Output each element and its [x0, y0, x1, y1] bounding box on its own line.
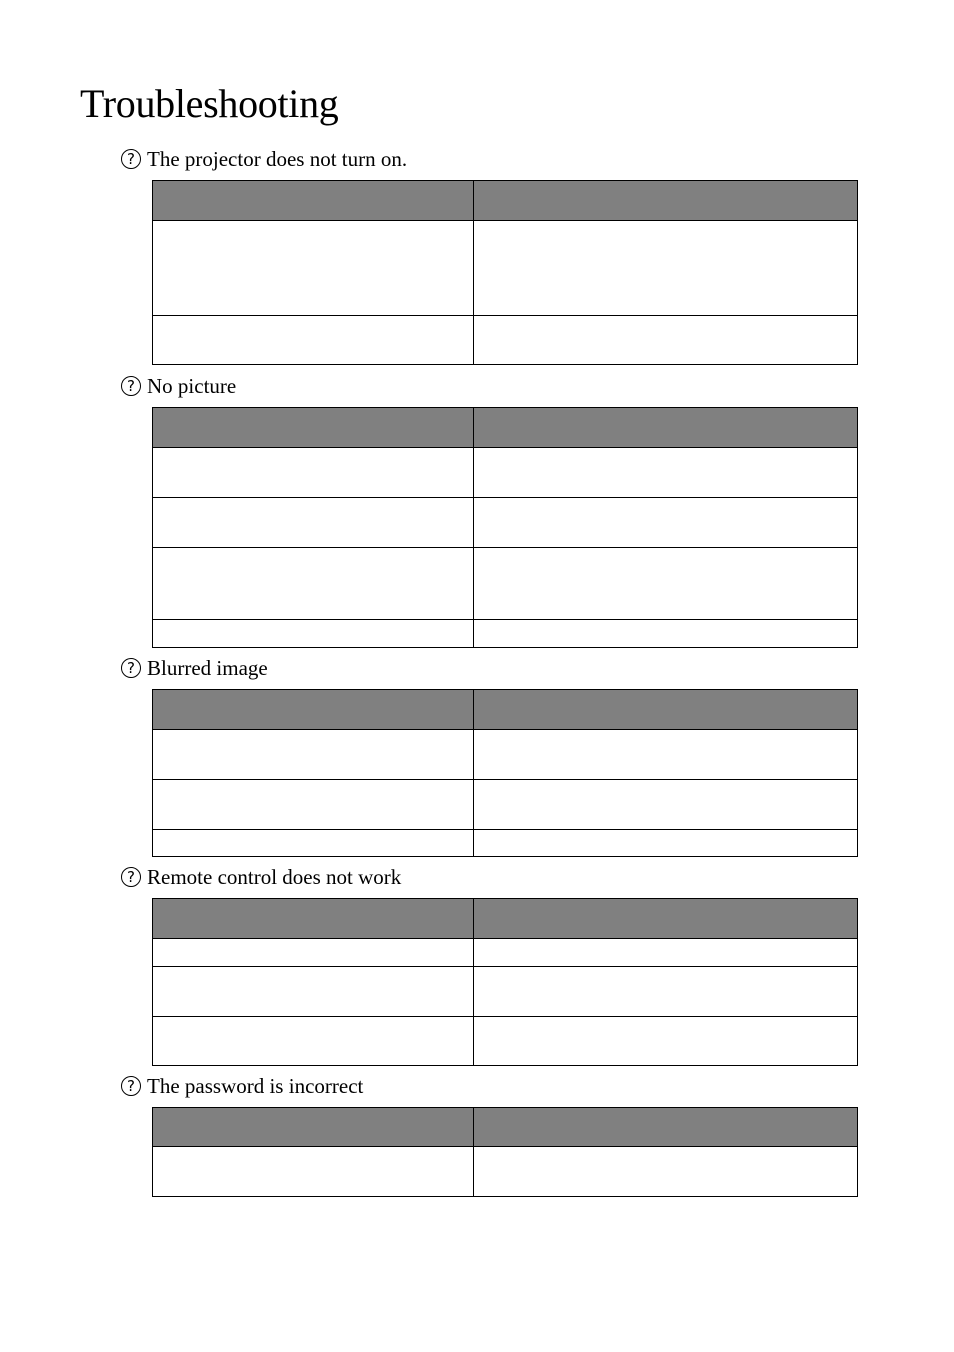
table-row: [153, 729, 857, 779]
table-row: [153, 938, 857, 966]
table-row: [153, 447, 857, 497]
cause-cell: [153, 548, 474, 619]
cause-cell: [153, 316, 474, 364]
section-heading-password: [121, 1073, 363, 1099]
troubleshooting-table-remote-control: [152, 898, 858, 1066]
cause-cell: [153, 1017, 474, 1065]
table-row: [153, 547, 857, 619]
header-cell-cause: [153, 690, 474, 729]
troubleshooting-table-no-power: [152, 180, 858, 365]
section-heading-text: Remote control does not work: [147, 865, 402, 889]
cause-cell: [153, 221, 474, 315]
header-cell-remedy: [474, 408, 857, 447]
cause-cell: [153, 780, 474, 829]
cause-cell: [153, 730, 474, 779]
header-cell-remedy: [474, 899, 857, 938]
cause-cell: [153, 939, 474, 966]
question-circle-icon: ?: [121, 1076, 141, 1096]
remedy-cell: [474, 939, 857, 966]
cause-cell: [153, 830, 474, 856]
question-circle-icon: ?: [121, 658, 141, 678]
header-cell-cause: [153, 408, 474, 447]
table-row: [153, 315, 857, 364]
section-heading-text: No picture: [147, 374, 237, 398]
section-heading-no-picture: [121, 373, 236, 399]
remedy-cell: [474, 221, 857, 315]
remedy-cell: [474, 316, 857, 364]
table-row: [153, 220, 857, 315]
remedy-cell: [474, 620, 857, 647]
header-cell-remedy: [474, 1108, 857, 1146]
cause-cell: [153, 498, 474, 547]
remedy-cell: [474, 967, 857, 1016]
troubleshooting-table-password: [152, 1107, 858, 1197]
table-row: [153, 619, 857, 647]
remedy-cell: [474, 498, 857, 547]
table-row: [153, 1016, 857, 1065]
table-row: [153, 829, 857, 856]
table-header-row: [153, 1108, 857, 1146]
remedy-cell: [474, 780, 857, 829]
remedy-cell: [474, 1017, 857, 1065]
table-row: [153, 497, 857, 547]
section-heading-text: Blurred image: [147, 656, 268, 680]
table-header-row: [153, 181, 857, 220]
remedy-cell: [474, 1147, 857, 1196]
header-cell-remedy: [474, 181, 857, 220]
troubleshooting-table-no-picture: [152, 407, 858, 648]
header-cell-cause: [153, 1108, 474, 1146]
header-cell-cause: [153, 181, 474, 220]
cause-cell: [153, 967, 474, 1016]
cause-cell: [153, 1147, 474, 1196]
section-heading-text: The projector does not turn on.: [147, 147, 408, 171]
section-heading-text: The password is incorrect: [147, 1074, 364, 1098]
table-header-row: [153, 899, 857, 938]
table-row: [153, 779, 857, 829]
cause-cell: [153, 620, 474, 647]
question-circle-icon: ?: [121, 149, 141, 169]
section-heading-remote-control: [121, 864, 401, 890]
remedy-cell: [474, 448, 857, 497]
table-row: [153, 966, 857, 1016]
page-title: Troubleshooting: [80, 81, 339, 126]
question-circle-icon: ?: [121, 376, 141, 396]
table-header-row: [153, 408, 857, 447]
section-heading-blurred-image: [121, 655, 268, 681]
troubleshooting-table-blurred-image: [152, 689, 858, 857]
table-row: [153, 1146, 857, 1196]
header-cell-cause: [153, 899, 474, 938]
header-cell-remedy: [474, 690, 857, 729]
question-circle-icon: ?: [121, 867, 141, 887]
section-heading-no-power: [121, 146, 407, 172]
cause-cell: [153, 448, 474, 497]
remedy-cell: [474, 730, 857, 779]
remedy-cell: [474, 548, 857, 619]
remedy-cell: [474, 830, 857, 856]
table-header-row: [153, 690, 857, 729]
